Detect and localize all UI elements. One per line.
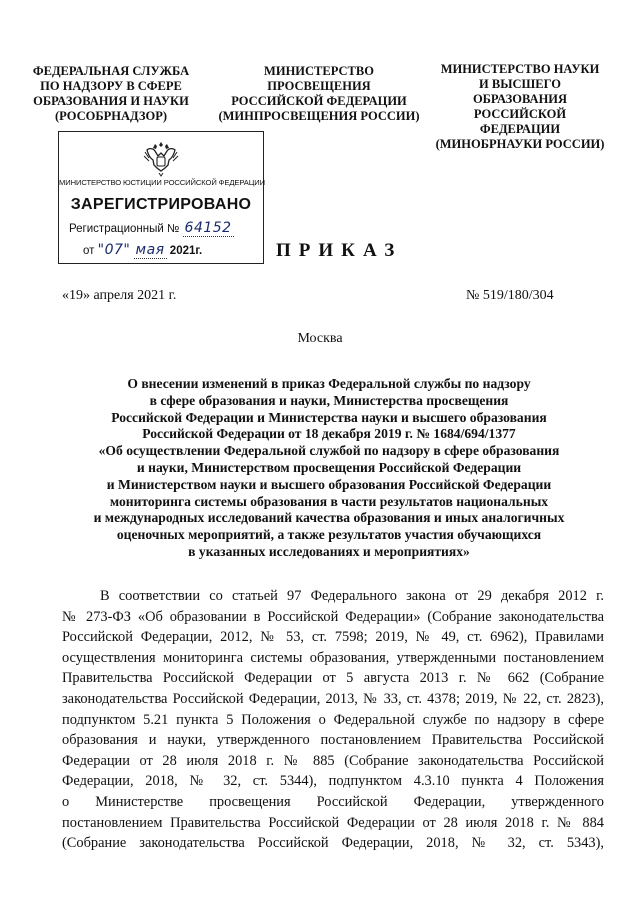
order-body <box>62 586 604 854</box>
stamp-from-label: от <box>83 245 95 257</box>
stamp-month: мая <box>135 242 165 258</box>
stamp-registered-label: ЗАРЕГИСТРИРОВАНО <box>70 196 252 213</box>
title-line: мониторинга системы образования в части результатов национальных <box>109 493 549 509</box>
order-date: «19» апреля 2021 г. <box>62 288 177 303</box>
title-line: Российской Федерации и Министерства науки и высшего образования <box>111 409 547 425</box>
body-line: Федерации от 28 июля 2018 г. № 885 (Собрание законодательства Российской <box>62 752 604 769</box>
title-line: «Об осуществлении Федеральной службой по надзору в сфере образования <box>98 443 560 459</box>
header-line: ОБРАЗОВАНИЯ <box>472 92 568 106</box>
body-line: постановлением Правительства Российской Федерации от 28 июля 2018 г. № 884 <box>62 814 604 831</box>
header-line: РОССИЙСКОЙ <box>473 107 567 121</box>
order-city: Москва <box>297 331 343 346</box>
registration-stamp <box>58 131 264 264</box>
header-line: МИНИСТЕРСТВО НАУКИ <box>440 62 600 76</box>
header-line: РОССИЙСКОЙ ФЕДЕРАЦИИ <box>231 94 407 108</box>
body-line: осуществления мониторинга системы образования, утвержденными постановлением <box>62 649 604 666</box>
body-line: образования и науки, утвержденного постановлением Правительства Российской <box>62 732 604 749</box>
stamp-ministry-name: МИНИСТЕРСТВО ЮСТИЦИИ РОССИЙСКОЙ ФЕДЕРАЦИИ <box>59 178 265 187</box>
title-line: оценочных мероприятий, а также результатов участия обучающихся <box>116 527 542 543</box>
stamp-day: "07" <box>97 242 131 258</box>
body-line: Российской Федерации, 2012, № 53, ст. 7598; 2019, № 49, ст. 6962), Правилами <box>62 629 604 646</box>
header-line: И ВЫСШЕГО <box>479 77 561 91</box>
header-line: (МИНПРОСВЕЩЕНИЯ РОССИИ) <box>218 109 420 123</box>
stamp-reg-number: 64152 <box>184 220 232 236</box>
order-title <box>60 376 598 561</box>
header-minprosveshcheniya <box>206 64 432 124</box>
title-line: и науки, Министерством просвещения Российской Федерации <box>136 459 522 475</box>
header-line: (МИНОБРНАУКИ РОССИИ) <box>435 137 605 151</box>
header-line: (РОСОБРНАДЗОР) <box>54 109 168 123</box>
stamp-registration-number-line <box>69 220 234 236</box>
title-line: и международных исследований качества образования и иных аналогичных <box>93 510 565 526</box>
header-line: ОБРАЗОВАНИЯ И НАУКИ <box>33 94 189 108</box>
stamp-year: 2021г. <box>169 245 203 257</box>
body-line: (Собрание законодательства Российской Федерации, 2018, № 32, ст. 5343), <box>62 835 604 852</box>
stamp-date-line <box>83 242 202 258</box>
title-line: в сфере образования и науки, Министерства просвещения <box>149 392 509 408</box>
document-type-title: ПРИКАЗ <box>276 240 403 261</box>
body-line: о Министерстве просвещения Российской Федерации, утвержденного <box>62 793 604 810</box>
header-minobrnauki <box>430 62 610 152</box>
body-line: В соответствии со статьей 97 Федерального закона от 29 декабря 2012 г. <box>100 588 604 604</box>
body-line: законодательства Российской Федерации, 2013, № 33, ст. 4378; 2019, № 22, ст. 2823), <box>62 690 604 707</box>
order-number: № 519/180/304 <box>466 288 554 303</box>
body-line: Федерации, 2018, № 32, ст. 5344), подпунктом 4.3.10 пункта 4 Положения <box>62 773 604 790</box>
stamp-reg-label: Регистрационный № <box>69 223 180 235</box>
header-line: ФЕДЕРАЦИИ <box>479 122 561 136</box>
title-line: и Министерством науки и высшего образования Российской Федерации <box>106 476 552 492</box>
title-line: О внесении изменений в приказ Федеральной службы по надзору <box>127 376 531 391</box>
title-line: в указанных исследованиях и мероприятиях» <box>188 543 470 559</box>
body-line: Правительства Российской Федерации от 5 августа 2013 г. № 662 (Собрание <box>62 670 604 687</box>
title-line: Российской Федерации от 18 декабря 2019 г. № 1684/694/1377 <box>142 426 516 442</box>
header-rosobrnadzor <box>22 64 200 124</box>
double-headed-eagle-icon <box>141 138 181 178</box>
header-line: МИНИСТЕРСТВО <box>264 64 374 78</box>
header-line: ФЕДЕРАЛЬНАЯ СЛУЖБА <box>32 64 190 78</box>
header-line: ПО НАДЗОРУ В СФЕРЕ <box>40 79 182 93</box>
header-line: ПРОСВЕЩЕНИЯ <box>267 79 371 93</box>
body-line: № 273-ФЗ «Об образовании в Российской Федерации» (Собрание законодательства <box>62 608 604 625</box>
body-line: подпунктом 5.21 пункта 5 Положения о Федеральной службе по надзору в сфере <box>62 711 604 728</box>
